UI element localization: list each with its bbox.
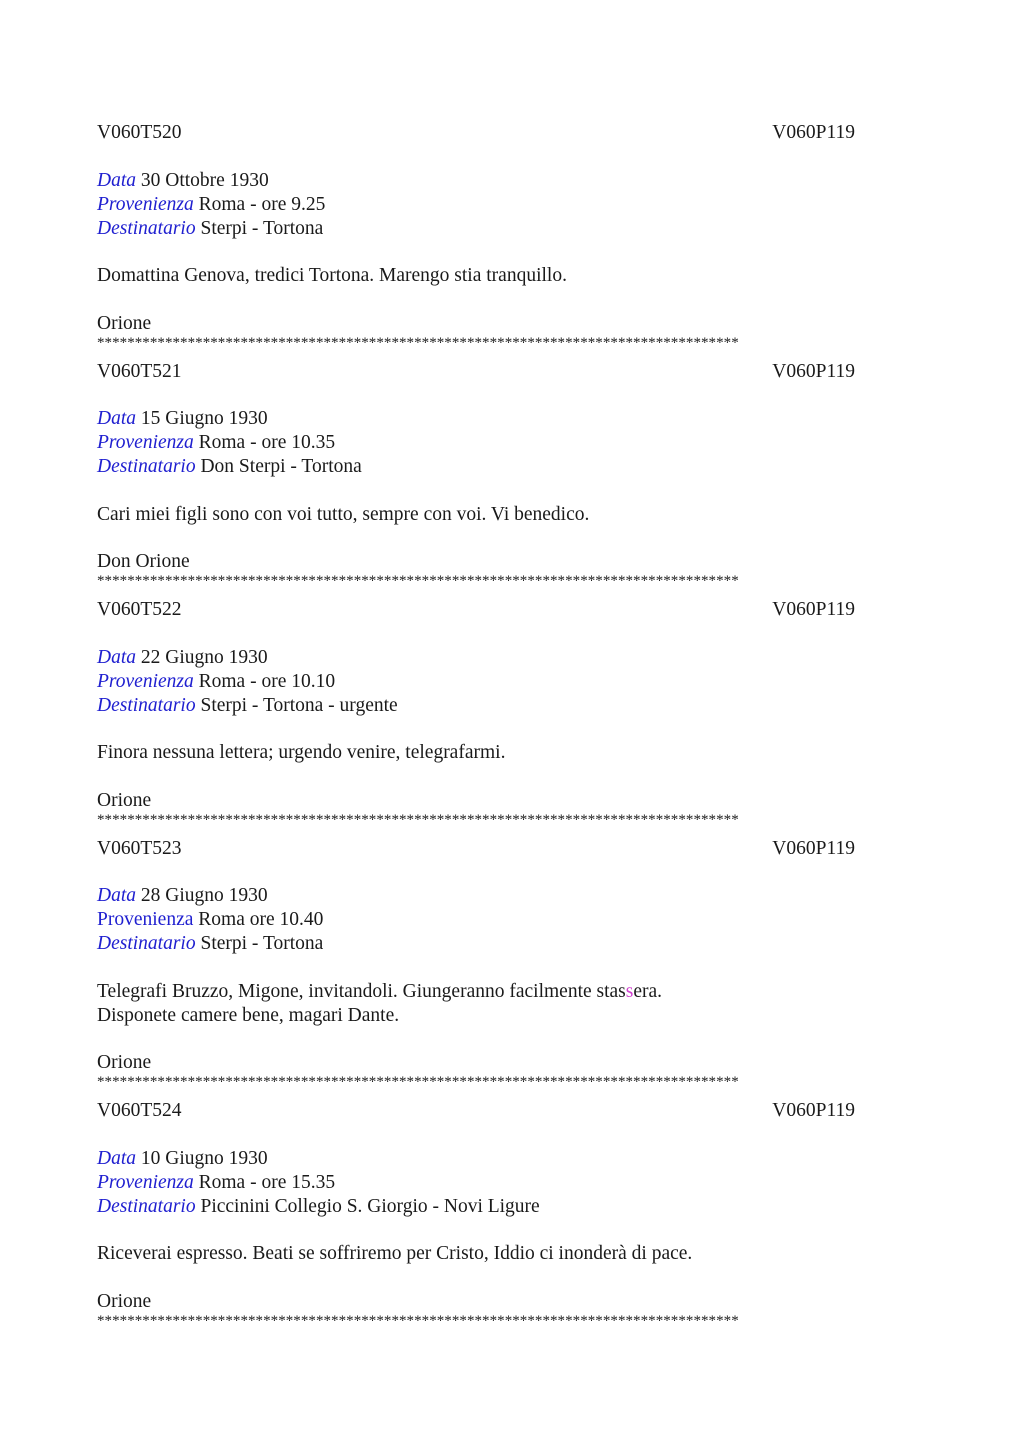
data-label: Data bbox=[97, 408, 136, 429]
separator: ************************************************************************************* bbox=[97, 336, 739, 350]
destinatario-label: Destinatario bbox=[97, 694, 196, 716]
telegram-entry bbox=[97, 121, 927, 360]
destinatario-value: Piccinini Collegio S. Giorgio - Novi Ligure bbox=[200, 1195, 540, 1217]
provenienza-line bbox=[97, 1171, 927, 1195]
data-value: 30 Ottobre 1930 bbox=[140, 169, 269, 191]
provenienza-value: Roma - ore 10.35 bbox=[198, 432, 336, 453]
message-text bbox=[97, 980, 927, 1004]
data-value: 22 Giugno 1930 bbox=[140, 646, 268, 668]
data-line bbox=[97, 1147, 927, 1171]
signature: Orione bbox=[97, 312, 152, 334]
data-label: Data bbox=[97, 1147, 136, 1169]
telegram-entry bbox=[97, 598, 927, 837]
message-text-part: era. bbox=[633, 980, 663, 1002]
destinatario-label: Destinatario bbox=[97, 1195, 196, 1217]
destinatario-line bbox=[97, 694, 927, 718]
provenienza-line bbox=[97, 431, 927, 455]
destinatario-label: Destinatario bbox=[97, 217, 196, 239]
destinatario-label: Destinatario bbox=[97, 933, 196, 954]
provenienza-line bbox=[97, 193, 927, 217]
data-value: 28 Giugno 1930 bbox=[140, 885, 268, 906]
data-line bbox=[97, 646, 927, 670]
entry-header bbox=[97, 598, 855, 622]
destinatario-line bbox=[97, 455, 927, 479]
destinatario-value: Don Sterpi - Tortona bbox=[200, 456, 362, 477]
entry-id: V060T521 bbox=[97, 360, 182, 382]
data-line bbox=[97, 169, 927, 193]
destinatario-value: Sterpi - Tortona - urgente bbox=[200, 694, 398, 716]
data-label: Data bbox=[97, 885, 136, 906]
entry-header bbox=[97, 121, 855, 145]
destinatario-label: Destinatario bbox=[97, 456, 196, 477]
separator: ************************************************************************************* bbox=[97, 813, 739, 827]
destinatario-line bbox=[97, 932, 927, 956]
data-line bbox=[97, 884, 927, 908]
entry-id: V060T522 bbox=[97, 599, 182, 620]
provenienza-line bbox=[97, 908, 927, 932]
separator: ************************************************************************************* bbox=[97, 1076, 739, 1089]
entry-header bbox=[97, 1099, 855, 1123]
signature: Don Orione bbox=[97, 551, 190, 572]
entry-ref: V060P119 bbox=[772, 360, 855, 382]
provenienza-label: Provenienza bbox=[97, 432, 194, 453]
message-text: Riceverai espresso. Beati se soffriremo per Cristo, Iddio ci inonderà di pace. bbox=[97, 1243, 693, 1264]
message-text: Cari miei figli sono con voi tutto, sempre con voi. Vi benedico. bbox=[97, 503, 590, 525]
entry-id: V060T524 bbox=[97, 1100, 182, 1121]
document-page bbox=[97, 121, 927, 1328]
entry-ref: V060P119 bbox=[772, 122, 855, 143]
entry-id: V060T520 bbox=[97, 122, 182, 143]
data-label: Data bbox=[97, 646, 136, 668]
separator: ************************************************************************************* bbox=[97, 1314, 739, 1328]
destinatario-value: Sterpi - Tortona bbox=[200, 933, 324, 954]
entry-id: V060T523 bbox=[97, 837, 182, 859]
provenienza-value: Roma - ore 10.10 bbox=[198, 670, 336, 692]
data-value: 10 Giugno 1930 bbox=[140, 1147, 268, 1169]
separator: ************************************************************************************* bbox=[97, 575, 739, 588]
highlighted-letter: s bbox=[625, 980, 634, 1002]
provenienza-label: Provenienza bbox=[97, 670, 194, 692]
telegram-entry bbox=[97, 1099, 927, 1328]
destinatario-line bbox=[97, 1195, 927, 1219]
message-text: Finora nessuna lettera; urgendo venire, telegrafarmi. bbox=[97, 742, 506, 763]
provenienza-line bbox=[97, 670, 927, 694]
provenienza-value: Roma - ore 9.25 bbox=[198, 193, 326, 215]
provenienza-value: Roma ore 10.40 bbox=[198, 909, 324, 930]
destinatario-value: Sterpi - Tortona bbox=[200, 217, 324, 239]
signature: Orione bbox=[97, 1052, 152, 1073]
telegram-entry bbox=[97, 837, 927, 1100]
entry-ref: V060P119 bbox=[772, 599, 855, 620]
data-line bbox=[97, 407, 927, 431]
telegram-entry bbox=[97, 360, 927, 599]
provenienza-label: Provenienza bbox=[97, 1171, 194, 1193]
data-label: Data bbox=[97, 169, 136, 191]
data-value: 15 Giugno 1930 bbox=[140, 408, 268, 429]
signature: Orione bbox=[97, 1290, 152, 1312]
entry-header bbox=[97, 837, 855, 861]
provenienza-value: Roma - ore 15.35 bbox=[198, 1171, 336, 1193]
provenienza-label: Provenienza bbox=[97, 909, 194, 930]
entry-header bbox=[97, 360, 855, 384]
entry-ref: V060P119 bbox=[772, 837, 855, 859]
signature: Orione bbox=[97, 789, 152, 811]
entry-ref: V060P119 bbox=[772, 1100, 855, 1121]
message-text-part: Telegrafi Bruzzo, Migone, invitandoli. Giungeranno facilmente stas bbox=[97, 980, 626, 1002]
provenienza-label: Provenienza bbox=[97, 193, 194, 215]
message-text: Domattina Genova, tredici Tortona. Marengo stia tranquillo. bbox=[97, 265, 567, 286]
message-text: Disponete camere bene, magari Dante. bbox=[97, 1004, 400, 1026]
destinatario-line bbox=[97, 217, 927, 241]
